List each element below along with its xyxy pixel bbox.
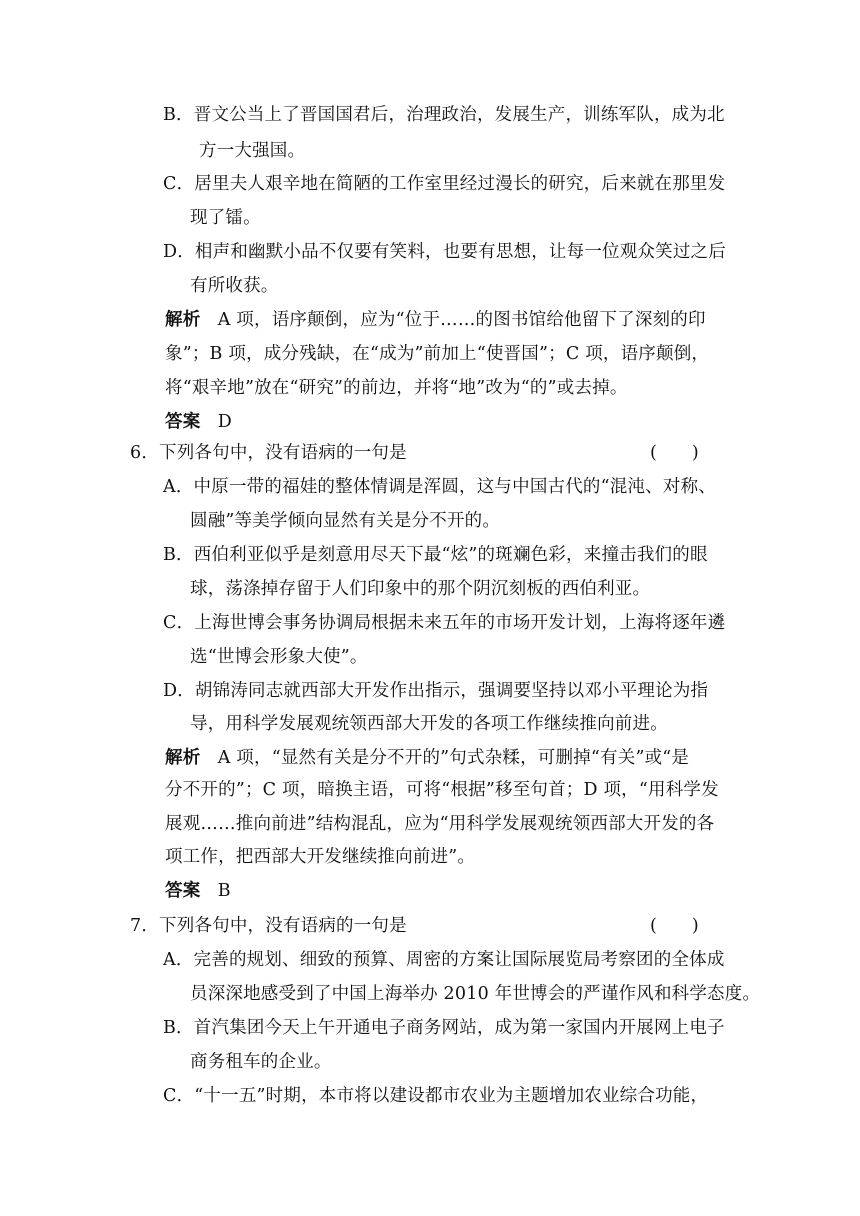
q7-option-b-line1: B．首汽集团今天上午开通电子商务网站，成为第一家国内开展网上电子 [163, 1018, 725, 1038]
q7-option-a-line1: A．完善的规划、细致的预算、周密的方案让国际展览局考察团的全体成 [163, 950, 725, 970]
q7-answer-blank: ( ) [650, 916, 699, 936]
q6-analysis-line2: 分不开的”；C 项，暗换主语，可将“根据”移至句首；D 项，“用科学发 [165, 780, 719, 800]
q6-stem: 6．下列各句中，没有语病的一句是 [130, 443, 407, 463]
q7-option-b-line2: 商务租车的企业。 [190, 1052, 332, 1072]
q5-analysis-text1: A 项，语序颠倒，应为“位于……的图书馆给他留下了深刻的印 [217, 310, 706, 330]
q6-answer-value: B [217, 881, 231, 901]
q5-option-d-line2: 有所收获。 [190, 276, 279, 296]
q5-answer-value: D [217, 412, 232, 432]
q6-option-b-line1: B．西伯利亚似乎是刻意用尽天下最“炫”的斑斓色彩，来撞击我们的眼 [163, 545, 708, 565]
q6-answer [165, 879, 231, 903]
q5-answer-label: 答案 [165, 412, 201, 432]
q5-option-b-line1: B．晋文公当上了晋国国君后，治理政治，发展生产，训练军队，成为北 [163, 105, 725, 125]
q5-option-d-line1: D．相声和幽默小品不仅要有笑料，也要有思想，让每一位观众笑过之后 [163, 242, 726, 262]
q5-answer [165, 410, 232, 434]
q6-option-c-line2: 选“世博会形象大使”。 [190, 647, 368, 667]
q5-analysis-line3: 将“艰辛地”放在“研究”的前边，并将“地”改为“的”或去掉。 [165, 378, 628, 398]
q6-analysis-label: 解析 [165, 748, 201, 768]
q6-option-d-line1: D．胡锦涛同志就西部大开发作出指示，强调要坚持以邓小平理论为指 [163, 681, 709, 701]
q6-option-a-line1: A．中原一带的福娃的整体情调是浑圆，这与中国古代的“混沌、对称、 [163, 477, 716, 497]
q5-option-c-line2: 现了镭。 [190, 208, 261, 228]
q6-analysis-line4: 项工作，把西部大开发继续推向前进”。 [165, 847, 476, 867]
q6-answer-blank: ( ) [650, 443, 699, 463]
q6-analysis-text1: A 项，“显然有关是分不开的”句式杂糅，可删掉“有关”或“是 [217, 748, 690, 768]
q5-analysis-label: 解析 [165, 310, 201, 330]
q6-option-c-line1: C．上海世博会事务协调局根据未来五年的市场开发计划，上海将逐年遴 [163, 613, 726, 633]
q6-option-d-line2: 导，用科学发展观统领西部大开发的各项工作继续推向前进。 [190, 714, 668, 734]
q5-analysis-line2: 象”；B 项，成分残缺，在“成为”前加上“使晋国”；C 项，语序颠倒， [165, 344, 710, 364]
q5-analysis-line1 [165, 308, 706, 332]
q7-option-c-line1: C．“十一五”时期，本市将以建设都市农业为主题增加农业综合功能， [163, 1086, 709, 1106]
q6-analysis-line1 [165, 746, 689, 770]
q6-option-a-line2: 圆融”等美学倾向显然有关是分不开的。 [190, 511, 501, 531]
q6-option-b-line2: 球，荡涤掉存留于人们印象中的那个阴沉刻板的西伯利亚。 [190, 579, 651, 599]
q6-answer-label: 答案 [165, 881, 201, 901]
q5-option-c-line1: C．居里夫人艰辛地在简陋的工作室里经过漫长的研究，后来就在那里发 [163, 174, 726, 194]
q7-stem: 7．下列各句中，没有语病的一句是 [130, 916, 407, 936]
q7-option-a-line2: 员深深地感受到了中国上海举办 2010 年世博会的严谨作风和科学态度。 [190, 984, 761, 1004]
q5-option-b-line2: 方一大强国。 [199, 141, 306, 161]
q6-analysis-line3: 展观……推向前进”结构混乱，应为“用科学发展观统领西部大开发的各 [165, 814, 715, 834]
